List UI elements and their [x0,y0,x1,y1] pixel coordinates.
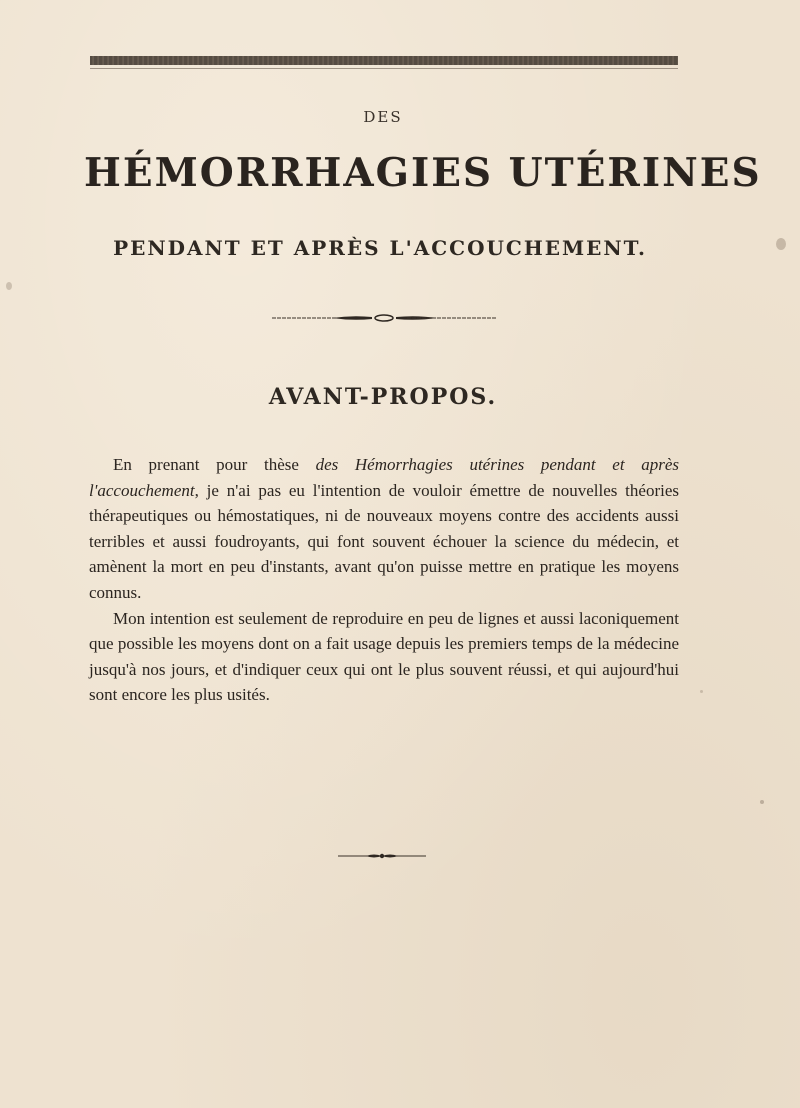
paragraph-1-start: En prenant pour thèse [113,455,316,474]
section-title: AVANT-PROPOS. [268,384,498,410]
paper-speck [760,800,764,804]
paper-speck [776,238,786,250]
paragraph-1 [89,452,679,606]
paper-speck [6,282,12,290]
top-decorative-rule [90,56,678,65]
paper-speck [700,690,703,693]
body-text [89,452,679,708]
subtitle: PENDANT ET APRÈS L'ACCOUCHEMENT. [113,236,647,260]
title-ornament [272,313,497,323]
paragraph-1-italic: des Hémorrhagies utérines pendant et après l'accouchement [89,455,680,500]
paragraph-2: Mon intention est seulement de reproduire en peu de lignes et aussi laconiquement que possible les moyens dont on a fait usage depuis les premiers temps de la médecine jusqu'à nos jours, et d'indiquer ceux qui ont le plus souvent réussi, et qui aujourd'hui sont encore les plus usités. [89,608,679,705]
title-prefix: DES [363,108,403,126]
main-title: HÉMORRHAGIES UTÉRINES [84,150,762,196]
end-ornament [338,852,426,860]
top-thin-rule [90,68,678,69]
paragraph-1-rest: , je n'ai pas eu l'intention de vouloir émettre de nouvelles théories thérapeutiques ou hémostatiques, ni de nouveaux moyens contre des accidents aussi terribles et aussi foudroyants, qui font souvent échouer la science du médecin, et amènent la mort en peu d'instants, avant qu'on puisse mettre en pratique les moyens connus. [89,480,679,602]
